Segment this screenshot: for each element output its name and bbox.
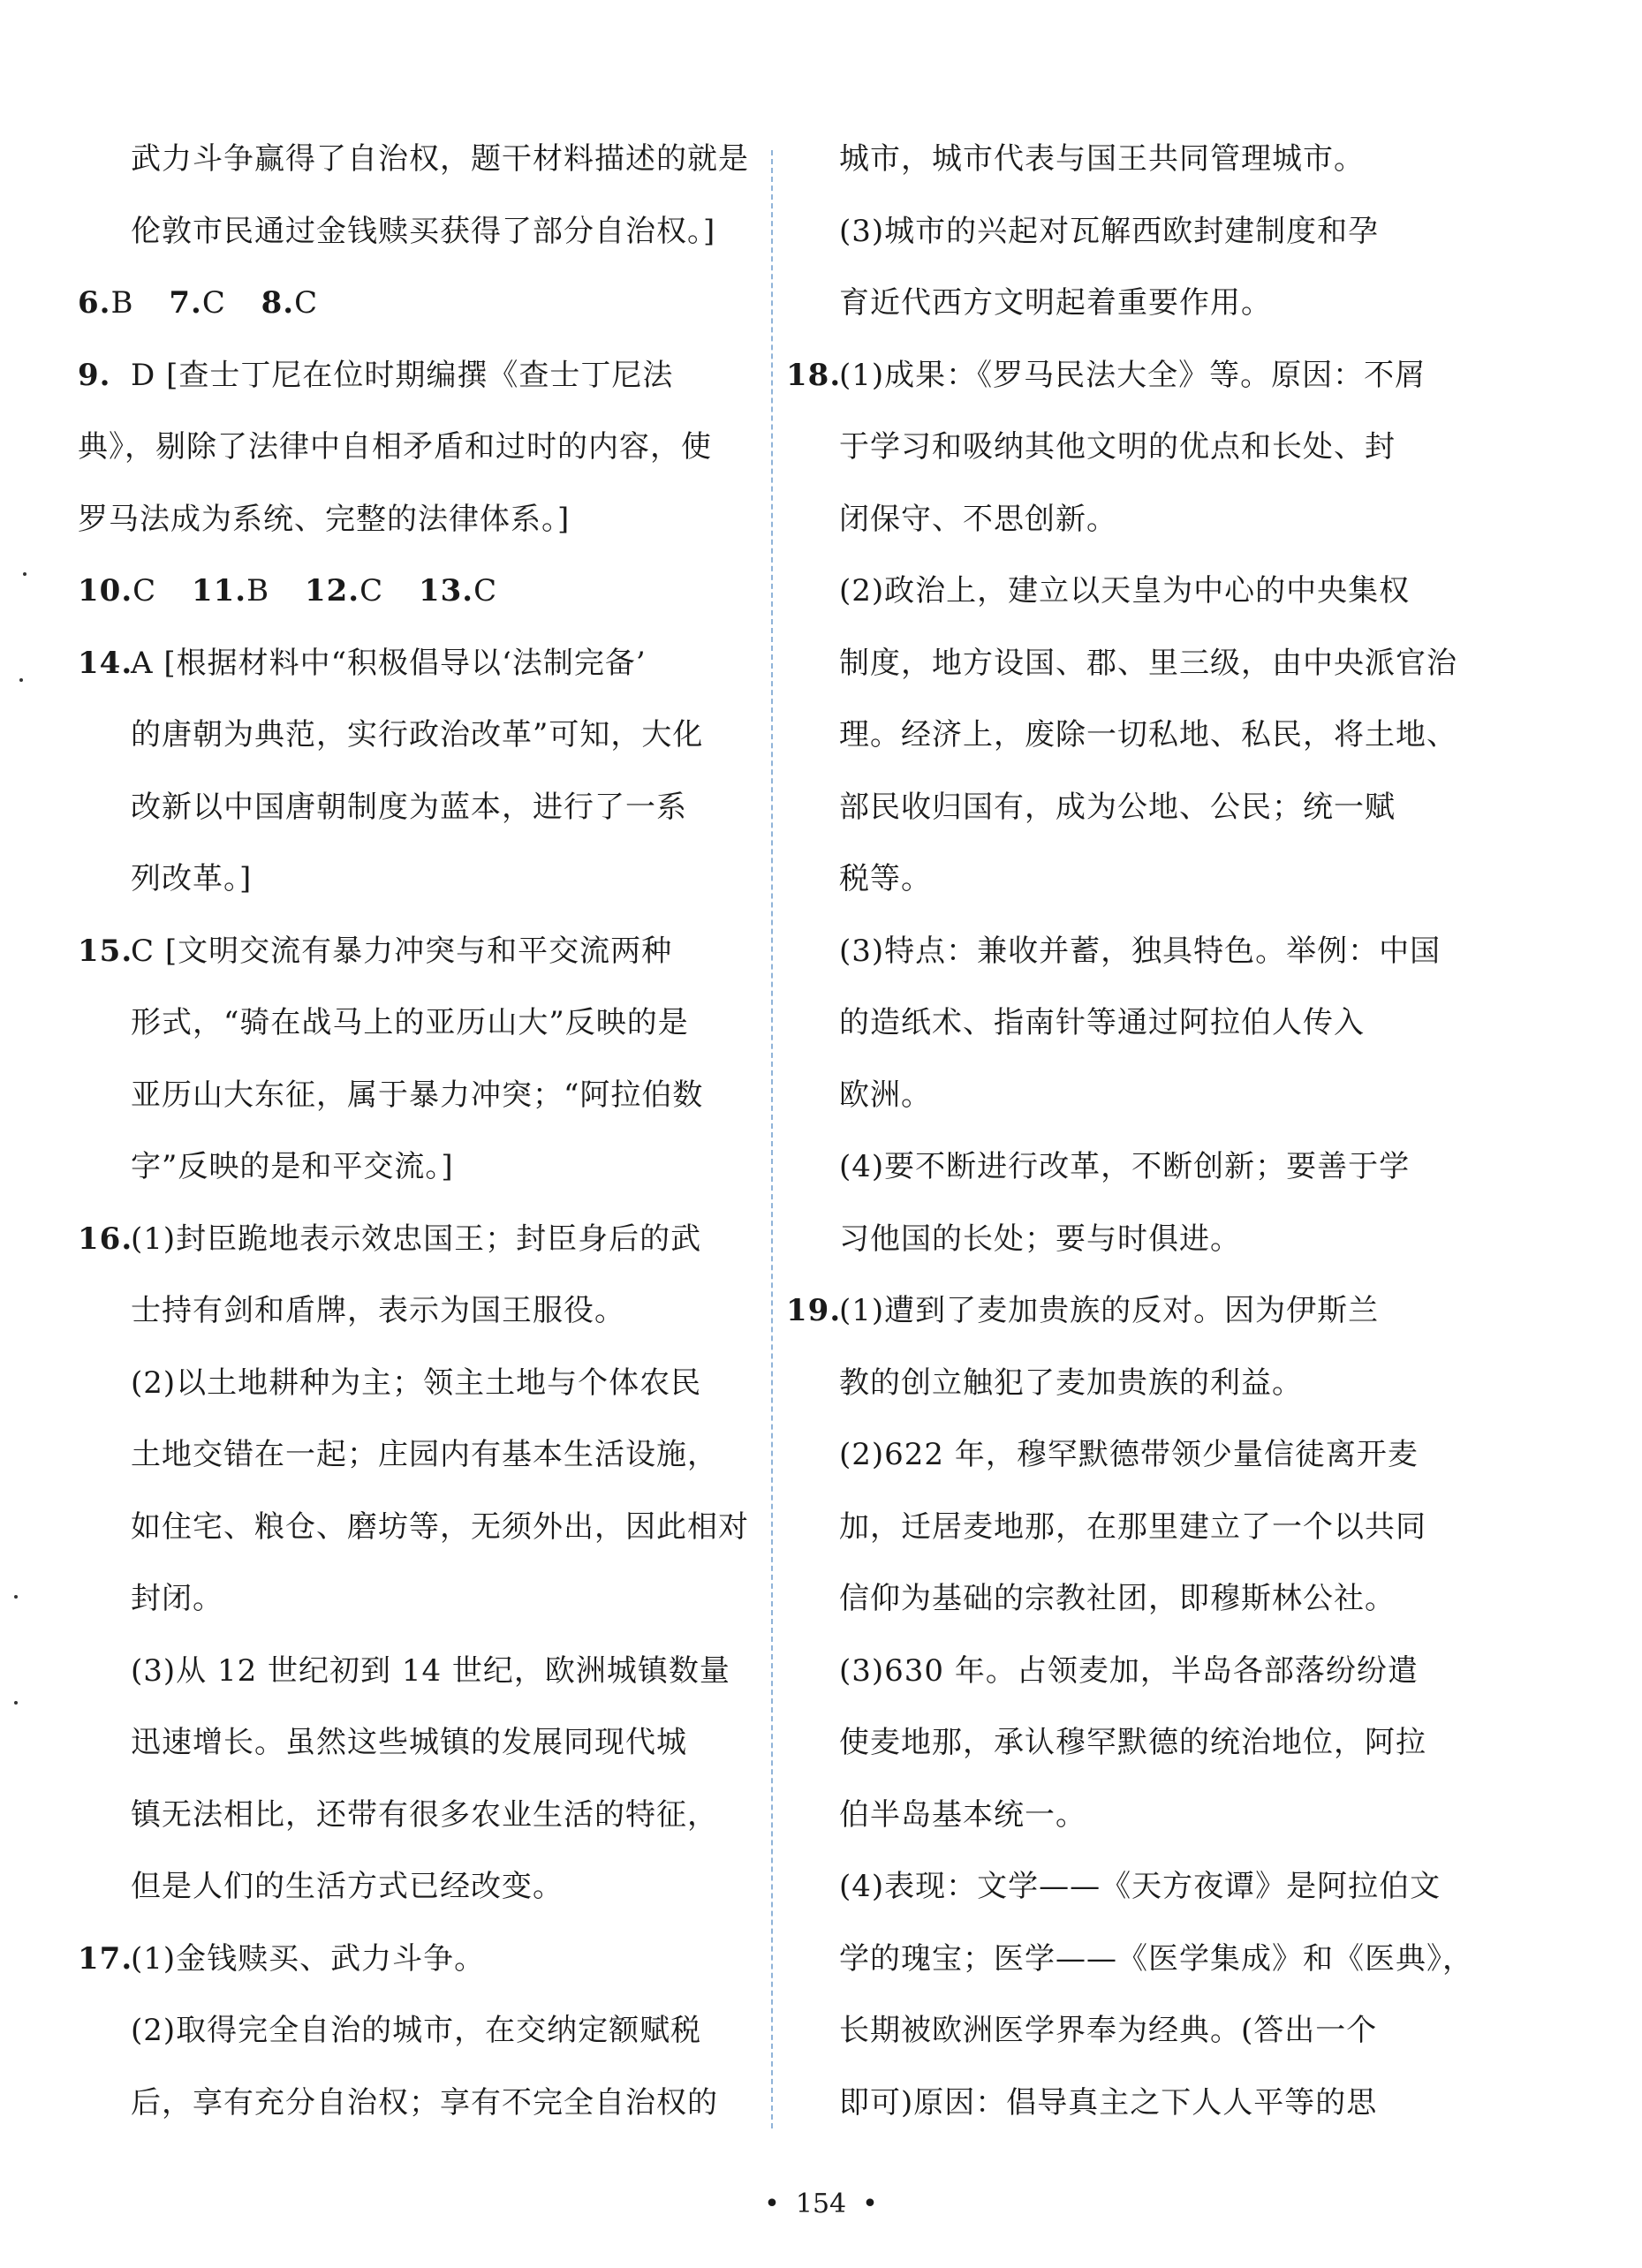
text-line: 长期被欧洲医学界奉为经典。(答出一个 bbox=[839, 2013, 1378, 2048]
text-line: (4)表现：文学——《天方夜谭》是阿拉伯文 bbox=[839, 1869, 1441, 1904]
text-line: (2)622 年，穆罕默德带领少量信徒离开麦 bbox=[839, 1437, 1419, 1472]
scan-speck bbox=[23, 572, 26, 576]
text-line: 土地交错在一起；庄园内有基本生活设施， bbox=[131, 1437, 718, 1472]
text-line: 列改革。] bbox=[131, 861, 253, 896]
question-number: 9. bbox=[78, 357, 111, 393]
left-column bbox=[78, 124, 758, 2139]
answer-19 bbox=[786, 1275, 1473, 2139]
text-line: 城市，城市代表与国王共同管理城市。 bbox=[839, 141, 1365, 177]
answer-17 bbox=[78, 1924, 758, 2140]
text-line: 的造纸术、指南针等通过阿拉伯人传入 bbox=[839, 1005, 1365, 1040]
answer-16 bbox=[78, 1204, 758, 1924]
question-number: 16. bbox=[78, 1221, 133, 1257]
text-line: A [根据材料中“积极倡导以‘法制完备’ bbox=[131, 645, 647, 681]
text-line: 加，迁居麦地那，在那里建立了一个以共同 bbox=[839, 1508, 1426, 1545]
text-line: 字”反映的是和平交流。] bbox=[131, 1149, 454, 1184]
continued-answer-15 bbox=[78, 124, 758, 268]
text-line: (3)特点：兼收并蓄，独具特色。举例：中国 bbox=[839, 933, 1441, 969]
text-line: 制度，地方设国、郡、里三级，由中央派官治 bbox=[839, 645, 1457, 681]
text-line: 如住宅、粮仓、磨坊等，无须外出，因此相对 bbox=[131, 1508, 749, 1545]
text-line: 罗马法成为系统、完整的法律体系。] bbox=[78, 501, 571, 537]
question-number: 14. bbox=[78, 645, 133, 681]
text-line: 士持有剑和盾牌，表示为国王服役。 bbox=[131, 1293, 625, 1328]
answer-12: 12.C bbox=[304, 573, 384, 609]
answer-11: 11.B bbox=[191, 573, 270, 609]
text-line: 育近代西方文明起着重要作用。 bbox=[839, 285, 1272, 321]
answer-15 bbox=[78, 916, 758, 1204]
question-number: 15. bbox=[78, 933, 133, 969]
bullet-icon: • bbox=[862, 2189, 878, 2219]
text-line: (3)630 年。占领麦加，半岛各部落纷纷遣 bbox=[839, 1652, 1419, 1689]
text-line: 习他国的长处；要与时俱进。 bbox=[839, 1221, 1241, 1257]
text-line: 典》，剔除了法律中自相矛盾和过时的内容，使 bbox=[78, 429, 712, 465]
right-column bbox=[786, 124, 1473, 2139]
text-line: 学的瑰宝；医学——《医学集成》和《医典》， bbox=[839, 1940, 1473, 1977]
text-line: 理。经济上，废除一切私地、私民，将土地、 bbox=[839, 717, 1457, 752]
text-line: 但是人们的生活方式已经改变。 bbox=[131, 1869, 564, 1904]
text-line: 封闭。 bbox=[131, 1581, 223, 1616]
text-line: 伯半岛基本统一。 bbox=[839, 1796, 1086, 1833]
text-line: 使麦地那，承认穆罕默德的统治地位，阿拉 bbox=[839, 1725, 1426, 1760]
answer-10: 10.C bbox=[78, 573, 157, 609]
text-line: (2)政治上，建立以天皇为中心的中央集权 bbox=[839, 573, 1411, 609]
text-line: 亚历山大东征，属于暴力冲突；“阿拉伯数 bbox=[131, 1077, 704, 1113]
question-number: 18. bbox=[786, 357, 842, 393]
text-line: (1)成果：《罗马民法大全》等。原因：不屑 bbox=[839, 357, 1426, 393]
answer-13: 13.C bbox=[418, 573, 498, 609]
continued-answer-17 bbox=[786, 124, 1466, 340]
text-line: (4)要不断进行改革，不断创新；要善于学 bbox=[839, 1149, 1411, 1184]
text-line: 闭保守、不思创新。 bbox=[839, 501, 1117, 537]
text-line: (1)金钱赎买、武力斗争。 bbox=[131, 1940, 486, 1977]
text-line: (3)城市的兴起对瓦解西欧封建制度和孕 bbox=[839, 213, 1380, 249]
answer-9 bbox=[78, 340, 758, 412]
text-line: (2)以土地耕种为主；领主土地与个体农民 bbox=[131, 1365, 702, 1401]
page-number: 154 bbox=[795, 2189, 847, 2219]
text-line: D [查士丁尼在位时期编撰《查士丁尼法 bbox=[131, 357, 674, 393]
text-line: 迅速增长。虽然这些城镇的发展同现代城 bbox=[131, 1725, 687, 1760]
page-footer bbox=[0, 2189, 1642, 2219]
mc-answers-6-8 bbox=[78, 268, 758, 340]
answer-8: 8.C bbox=[261, 285, 319, 321]
answer-7: 7.C bbox=[169, 285, 226, 321]
text-line: 伦敦市民通过金钱赎买获得了部分自治权。] bbox=[131, 213, 716, 249]
text-line: 镇无法相比，还带有很多农业生活的特征， bbox=[131, 1796, 718, 1833]
text-line: 于学习和吸纳其他文明的优点和长处、封 bbox=[839, 429, 1396, 465]
answer-9-continued bbox=[78, 412, 758, 556]
text-line: 武力斗争赢得了自治权，题干材料描述的就是 bbox=[131, 141, 749, 177]
answer-6: 6.B bbox=[78, 285, 134, 321]
question-number: 19. bbox=[786, 1293, 842, 1328]
text-line: 教的创立触犯了麦加贵族的利益。 bbox=[839, 1365, 1303, 1401]
text-line: 欧洲。 bbox=[839, 1077, 932, 1113]
text-line: 即可)原因：倡导真主之下人人平等的思 bbox=[839, 2084, 1378, 2121]
text-line: (3)从 12 世纪初到 14 世纪，欧洲城镇数量 bbox=[131, 1652, 730, 1689]
scan-speck bbox=[14, 1701, 18, 1705]
scan-speck bbox=[19, 678, 23, 682]
question-number: 17. bbox=[78, 1940, 133, 1977]
bullet-icon: • bbox=[764, 2189, 780, 2219]
text-line: 信仰为基础的宗教社团，即穆斯林公社。 bbox=[839, 1581, 1396, 1616]
text-line: 的唐朝为典范，实行政治改革”可知，大化 bbox=[131, 717, 704, 752]
scan-speck bbox=[14, 1595, 18, 1599]
text-line: C [文明交流有暴力冲突与和平交流两种 bbox=[131, 933, 673, 969]
text-line: 形式，“骑在战马上的亚历山大”反映的是 bbox=[131, 1005, 689, 1040]
text-line: 改新以中国唐朝制度为蓝本，进行了一系 bbox=[131, 789, 687, 825]
text-line: 后，享有充分自治权；享有不完全自治权的 bbox=[131, 2084, 718, 2121]
text-line: (1)遭到了麦加贵族的反对。因为伊斯兰 bbox=[839, 1293, 1380, 1328]
column-divider bbox=[771, 150, 773, 2128]
text-line: 税等。 bbox=[839, 861, 932, 896]
answer-18 bbox=[786, 340, 1466, 1276]
text-line: 部民收归国有，成为公地、公民；统一赋 bbox=[839, 789, 1396, 825]
text-line: (1)封臣跪地表示效忠国王；封臣身后的武 bbox=[131, 1221, 702, 1257]
text-line: (2)取得完全自治的城市，在交纳定额赋税 bbox=[131, 2013, 702, 2048]
mc-answers-10-13 bbox=[78, 556, 758, 628]
answer-14 bbox=[78, 628, 758, 916]
